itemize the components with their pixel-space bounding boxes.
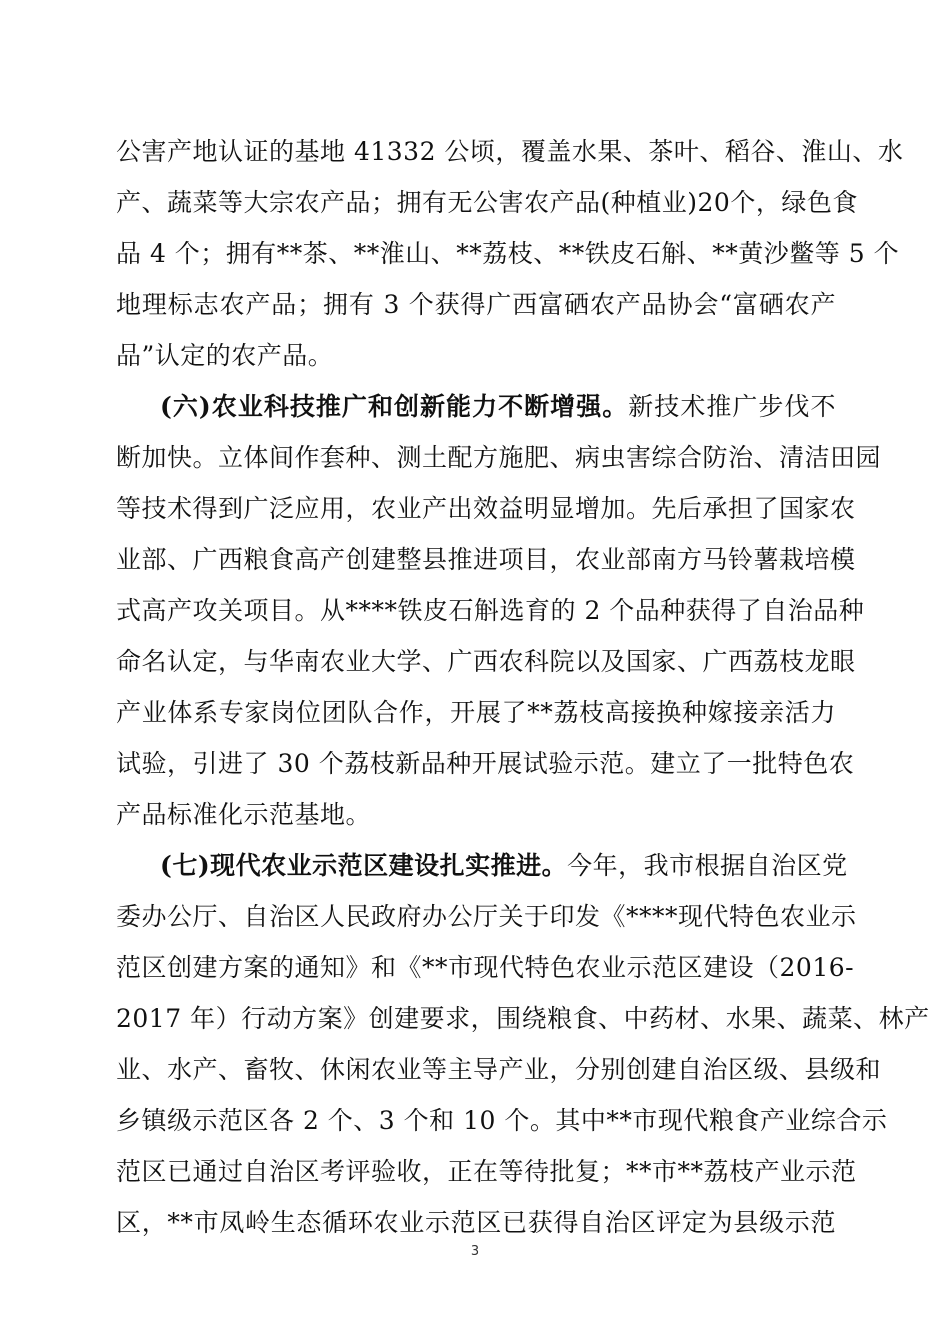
section-6-heading: (六)农业科技推广和创新能力不断增强。 [160, 392, 629, 421]
text-line: 2017 年）行动方案》创建要求，围绕粮食、中药材、水果、蔬菜、林产 [116, 1004, 930, 1033]
section-6-first-line [116, 381, 836, 432]
text-line: 试验，引进了 30 个荔枝新品种开展试验示范。建立了一批特色农 [116, 749, 855, 778]
text-line: 业部、广西粮食高产创建整县推进项目，农业部南方马铃薯栽培模 [116, 545, 856, 574]
text-line: 乡镇级示范区各 2 个、3 个和 10 个。其中**市现代粮食产业综合示 [116, 1106, 888, 1135]
text-line: 等技术得到广泛应用，农业产出效益明显增加。先后承担了国家农 [116, 494, 856, 523]
text-line: 区，**市凤岭生态循环农业示范区已获得自治区评定为县级示范 [116, 1208, 836, 1237]
text-line: 品 4 个；拥有**茶、**淮山、**荔枝、**铁皮石斛、**黄沙鳖等 5 个 [116, 239, 900, 268]
text-line: 地理标志农产品；拥有 3 个获得广西富硒农产品协会“富硒农产 [116, 290, 836, 319]
text-line: 产业体系专家岗位团队合作，开展了**荔枝高接换种嫁接亲活力 [116, 698, 836, 727]
section-7-first-line-rest: 今年，我市根据自治区党 [567, 851, 848, 880]
text-line: 业、水产、畜牧、休闲农业等主导产业，分别创建自治区级、县级和 [116, 1055, 882, 1084]
section-6-first-line-rest: 新技术推广步伐不 [628, 392, 836, 421]
text-line: 范区创建方案的通知》和《**市现代特色农业示范区建设（2016- [116, 953, 855, 982]
text-line: 命名认定，与华南农业大学、广西农科院以及国家、广西荔枝龙眼 [116, 647, 856, 676]
page-number: 3 [470, 1244, 480, 1259]
text-line: 产品标准化示范基地。 [116, 800, 372, 829]
text-line: 范区已通过自治区考评验收，正在等待批复；**市**荔枝产业示范 [116, 1157, 857, 1186]
text-line: 断加快。立体间作套种、测土配方施肥、病虫害综合防治、清洁田园 [116, 443, 882, 472]
text-line: 式高产攻关项目。从****铁皮石斛选育的 2 个品种获得了自治品种 [116, 596, 865, 625]
text-line: 产、蔬菜等大宗农产品；拥有无公害农产品(种植业)20个，绿色食 [116, 188, 858, 217]
section-7-heading: (七)现代农业示范区建设扎实推进。 [160, 851, 568, 880]
section-7-first-line [116, 840, 848, 891]
text-line: 委办公厅、自治区人民政府办公厅关于印发《****现代特色农业示 [116, 902, 857, 931]
text-line: 品”认定的农产品。 [116, 341, 334, 370]
body-text [116, 126, 930, 1248]
text-line: 公害产地认证的基地 41332 公顷，覆盖水果、茶叶、稻谷、淮山、水 [116, 137, 904, 166]
